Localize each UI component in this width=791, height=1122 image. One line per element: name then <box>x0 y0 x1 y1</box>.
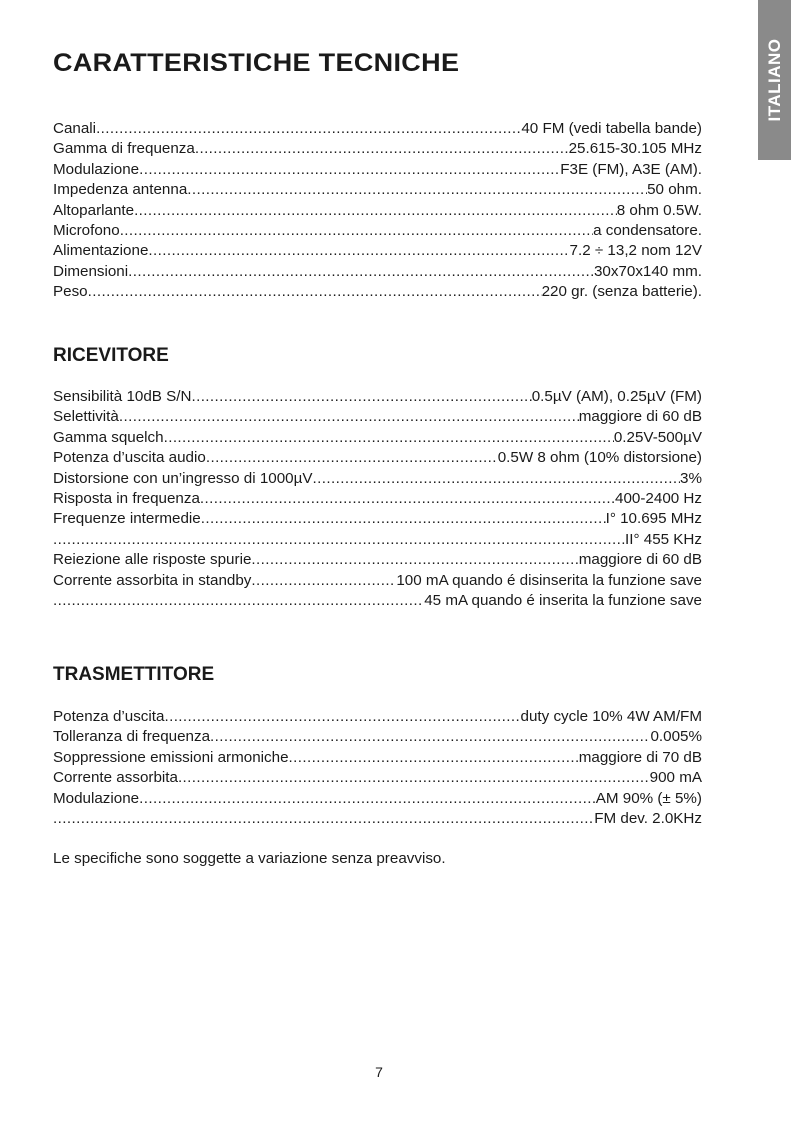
dot-leader <box>53 591 424 611</box>
spec-row-frequency-response <box>53 489 702 509</box>
dot-leader <box>164 707 520 727</box>
spec-label: Selettività <box>53 408 119 426</box>
dot-leader <box>53 530 625 550</box>
spec-value: 45 mA quando é inserita la funzione save <box>424 591 702 609</box>
spec-label: Canali <box>53 120 97 137</box>
spec-row-harmonic-suppression <box>53 748 702 768</box>
spec-value: 40 FM (vedi tabella bande) <box>521 120 702 137</box>
spec-value: I° 10.695 MHz <box>605 510 702 528</box>
spec-label: Frequenze intermedie <box>53 510 201 528</box>
spec-value: 30x70x140 mm. <box>593 262 702 280</box>
dot-leader <box>148 241 569 261</box>
dot-leader <box>178 768 650 788</box>
spec-row-intermediate-freq-2 <box>53 530 702 550</box>
dot-leader <box>88 282 542 302</box>
dot-leader <box>187 180 647 200</box>
spec-row-dimensions <box>53 262 702 282</box>
spec-value: II° 455 KHz <box>625 530 702 548</box>
dot-leader <box>164 428 614 448</box>
spec-row-selectivity <box>53 407 702 427</box>
spec-row-current-draw <box>53 768 702 788</box>
spec-value: duty cycle 10% 4W AM/FM <box>520 708 702 725</box>
spec-value: 400-2400 Hz <box>615 489 702 507</box>
spec-label: Gamma squelch <box>53 428 164 446</box>
general-specs-list <box>53 119 702 303</box>
language-tab-label: ITALIANO <box>764 38 784 122</box>
spec-label: Alimentazione <box>53 242 149 260</box>
spec-value: 50 ohm. <box>647 181 702 199</box>
spec-row-output-power <box>53 707 702 727</box>
spec-row-spurious-rejection <box>53 550 702 570</box>
transmitter-section-title: TRASMETTITORE <box>53 664 215 685</box>
spec-row-frequency-range <box>53 139 702 159</box>
spec-row-speaker <box>53 201 702 221</box>
dot-leader <box>128 262 594 282</box>
dot-leader <box>201 509 606 529</box>
dot-leader <box>210 727 650 747</box>
spec-value: maggiore di 60 dB <box>578 551 702 569</box>
dot-leader <box>251 550 578 570</box>
spec-value: a condensatore. <box>593 221 702 239</box>
disclaimer-note: Le specifiche sono soggette a variazione senza preavviso. <box>53 850 446 867</box>
spec-label: Potenza d’uscita audio <box>53 449 206 467</box>
spec-label: Soppressione emissioni armoniche <box>53 748 289 766</box>
page-title: CARATTERISTICHE TECNICHE <box>53 49 460 77</box>
dot-leader <box>53 809 594 829</box>
spec-label: Impedenza antenna <box>53 181 188 199</box>
spec-row-microphone <box>53 221 702 241</box>
dot-leader <box>119 407 579 427</box>
dot-leader <box>313 469 681 489</box>
page-number: 7 <box>375 1064 383 1080</box>
spec-label: Gamma di frequenza <box>53 140 195 158</box>
dot-leader <box>251 571 396 591</box>
receiver-specs-list <box>53 387 702 611</box>
language-tab <box>758 0 791 160</box>
spec-row-antenna-impedance <box>53 180 702 200</box>
dot-leader <box>139 160 560 180</box>
spec-value: FM dev. 2.0KHz <box>594 809 702 827</box>
spec-label: Distorsione con un’ingresso di 1000µV <box>53 469 313 487</box>
spec-row-sensitivity <box>53 387 702 407</box>
transmitter-specs-list <box>53 707 702 829</box>
spec-label: Modulazione <box>53 789 140 807</box>
spec-label: Sensibilità 10dB S/N <box>53 388 192 405</box>
spec-row-weight <box>53 282 702 302</box>
receiver-section-title: RICEVITORE <box>53 345 169 366</box>
spec-value: maggiore di 70 dB <box>578 748 702 766</box>
spec-row-standby-current-save <box>53 591 702 611</box>
spec-row-standby-current <box>53 571 702 591</box>
spec-label: Corrente assorbita <box>53 769 178 787</box>
spec-value: 0.5µV (AM), 0.25µV (FM) <box>531 388 702 405</box>
dot-leader <box>120 221 593 241</box>
spec-value: maggiore di 60 dB <box>578 408 702 426</box>
spec-row-audio-output <box>53 448 702 468</box>
spec-value: 0.005% <box>650 728 702 746</box>
spec-value: 0.5W 8 ohm (10% distorsione) <box>497 449 702 467</box>
dot-leader <box>134 201 617 221</box>
spec-value: 0.25V-500µV <box>613 428 702 446</box>
spec-value: 3% <box>680 469 702 487</box>
spec-row-power-supply <box>53 241 702 261</box>
spec-row-intermediate-freq-1 <box>53 509 702 529</box>
spec-value: F3E (FM), A3E (AM). <box>560 160 702 178</box>
spec-row-frequency-tolerance <box>53 727 702 747</box>
spec-value: 100 mA quando é disinserita la funzione save <box>396 571 702 589</box>
spec-value: AM 90% (± 5%) <box>595 789 702 807</box>
spec-label: Altoparlante <box>53 201 135 219</box>
spec-label: Tolleranza di frequenza <box>53 728 211 746</box>
spec-row-modulation <box>53 160 702 180</box>
dot-leader <box>206 448 498 468</box>
spec-row-channels <box>53 119 702 139</box>
spec-value: 7.2 ÷ 13,2 nom 12V <box>569 242 702 260</box>
dot-leader <box>191 387 531 407</box>
spec-value: 220 gr. (senza batterie). <box>541 283 702 301</box>
spec-label: Potenza d’uscita <box>53 708 165 725</box>
spec-label: Modulazione <box>53 160 140 178</box>
spec-value: 900 mA <box>649 769 702 787</box>
dot-leader <box>200 489 615 509</box>
spec-row-distortion <box>53 469 702 489</box>
spec-row-squelch-range <box>53 428 702 448</box>
spec-value: 8 ohm 0.5W. <box>616 201 702 219</box>
spec-label: Microfono <box>53 221 120 239</box>
dot-leader <box>96 119 521 139</box>
dot-leader <box>289 748 579 768</box>
spec-value: 25.615-30.105 MHz <box>568 140 702 158</box>
spec-row-modulation-fm <box>53 809 702 829</box>
dot-leader <box>139 789 596 809</box>
spec-label: Peso <box>53 283 88 301</box>
spec-label: Reiezione alle risposte spurie <box>53 551 252 569</box>
spec-label: Corrente assorbita in standby <box>53 571 252 589</box>
spec-label: Dimensioni <box>53 262 129 280</box>
spec-label: Risposta in frequenza <box>53 489 200 507</box>
dot-leader <box>195 139 569 159</box>
spec-row-modulation-am <box>53 789 702 809</box>
